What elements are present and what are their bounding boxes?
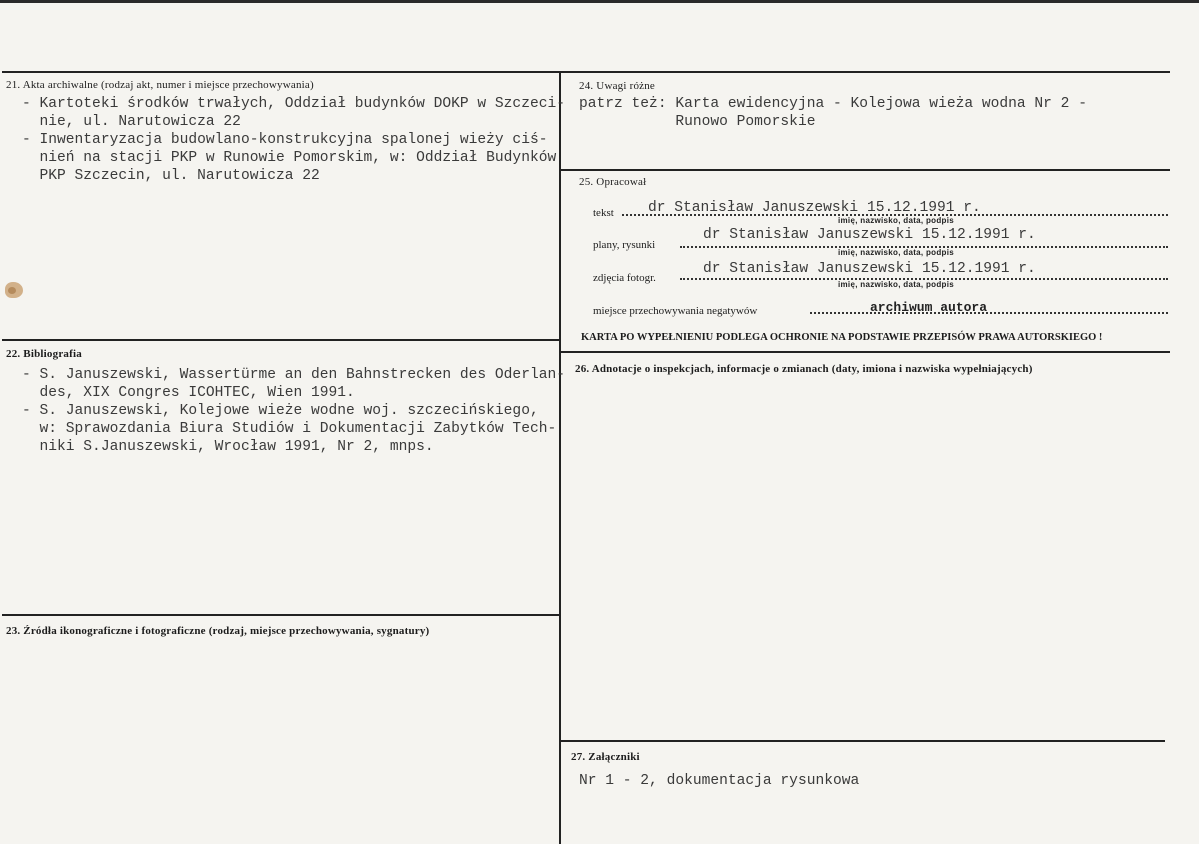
section-21-line: - Inwentaryzacja budowlano-konstrukcyjna spalonej wieży ciś- xyxy=(22,132,548,148)
section-21-line: - Kartoteki środków trwałych, Oddział budynków DOKP w Szczeci- xyxy=(22,96,565,112)
divider-25-26 xyxy=(561,351,1170,353)
negatywy-value: archiwum autora xyxy=(870,300,988,315)
plany-label: plany, rysunki xyxy=(593,239,656,251)
section-27-title: 27. Załączniki xyxy=(571,751,640,763)
divider-26-27 xyxy=(561,740,1165,742)
section-22-line: - S. Januszewski, Wassertürme an den Bahnstrecken des Oderlan- xyxy=(22,367,565,383)
divider-top xyxy=(2,71,1170,73)
tekst-caption: imię, nazwisko, data, podpis xyxy=(838,216,954,225)
section-24-title: 24. Uwagi różne xyxy=(579,80,656,92)
plany-value: dr Stanisław Januszewski 15.12.1991 r. xyxy=(703,227,1036,243)
section-21-line: nie, ul. Narutowicza 22 xyxy=(22,114,241,130)
copyright-warning: KARTA PO WYPEŁNIENIU PODLEGA OCHRONIE NA PODSTAWIE PRZEPISÓW PRAWA AUTORSKIEGO ! xyxy=(581,332,1103,343)
divider-center xyxy=(559,71,561,844)
zdjecia-caption: imię, nazwisko, data, podpis xyxy=(838,280,954,289)
section-21-line: PKP Szczecin, ul. Narutowicza 22 xyxy=(22,168,320,184)
section-21-title: 21. Akta archiwalne (rodzaj akt, numer i miejsce przechowywania) xyxy=(6,79,314,91)
section-27-value: Nr 1 - 2, dokumentacja rysunkowa xyxy=(579,773,860,789)
zdjecia-value: dr Stanisław Januszewski 15.12.1991 r. xyxy=(703,261,1036,277)
divider-24-25 xyxy=(561,169,1170,171)
section-22-line: - S. Januszewski, Kolejowe wieże wodne woj. szczecińskiego, xyxy=(22,403,539,419)
section-24-line: patrz też: Karta ewidencyjna - Kolejowa wieża wodna Nr 2 - xyxy=(579,96,1087,112)
tekst-value: dr Stanisław Januszewski 15.12.1991 r. xyxy=(648,200,981,216)
negatywy-label: miejsce przechowywania negatywów xyxy=(593,305,758,317)
section-22-title: 22. Bibliografia xyxy=(6,348,82,360)
zdjecia-label: zdjęcia fotogr. xyxy=(593,272,656,284)
section-21-line: nień na stacji PKP w Runowie Pomorskim, w: Oddział Budynków xyxy=(22,150,557,166)
paper-stain-core xyxy=(8,287,16,294)
divider-22-23 xyxy=(2,614,560,616)
section-22-line: des, XIX Congres ICOHTEC, Wien 1991. xyxy=(22,385,355,401)
section-25-title: 25. Opracował xyxy=(579,176,647,188)
section-24-line: Runowo Pomorskie xyxy=(579,114,816,130)
section-26-title: 26. Adnotacje o inspekcjach, informacje o zmianach (daty, imiona i nazwiska wypełniających) xyxy=(575,363,1033,375)
tekst-label: tekst xyxy=(593,207,614,219)
card-top-edge xyxy=(0,0,1199,3)
negatywy-dotted-line xyxy=(810,312,1168,314)
divider-21-22 xyxy=(2,339,560,341)
section-23-title: 23. Źródła ikonograficzne i fotograficzne (rodzaj, miejsce przechowywania, sygnatury) xyxy=(6,625,430,637)
section-22-line: niki S.Januszewski, Wrocław 1991, Nr 2, mnps. xyxy=(22,439,434,455)
plany-caption: imię, nazwisko, data, podpis xyxy=(838,248,954,257)
section-22-line: w: Sprawozdania Biura Studiów i Dokumentacji Zabytków Tech- xyxy=(22,421,557,437)
